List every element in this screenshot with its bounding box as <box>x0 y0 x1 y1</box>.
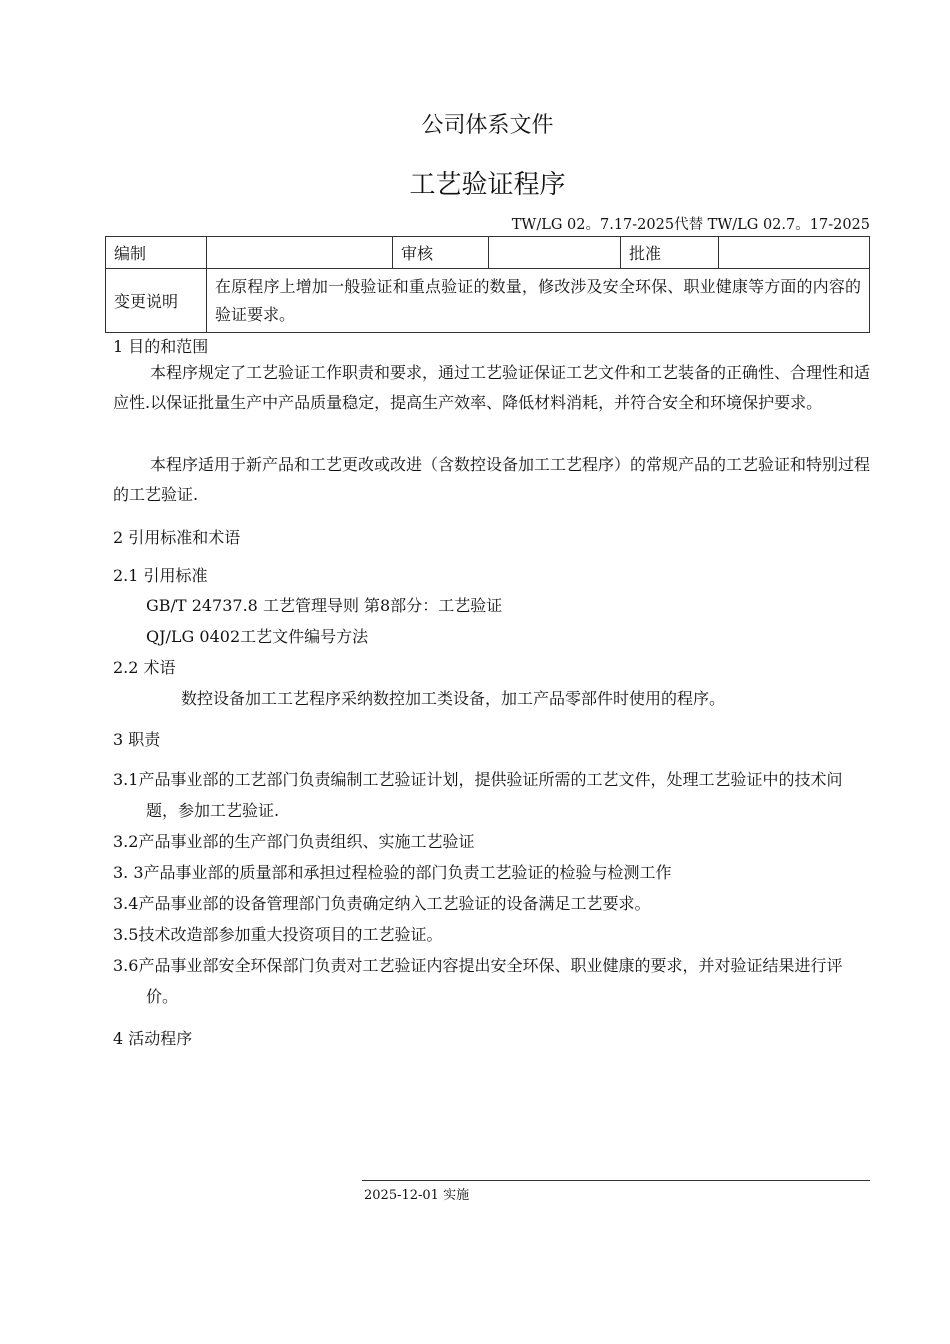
change-label: 变更说明 <box>106 269 207 333</box>
change-description: 在原程序上增加一般验证和重点验证的数量，修改涉及安全环保、职业健康等方面的内容的验证要求。 <box>207 269 870 333</box>
approve-value <box>719 237 870 269</box>
standard-item: GB/T 24737.8 工艺管理导则 第8部分：工艺验证 <box>146 596 503 615</box>
section-4-heading: 4 活动程序 <box>113 1029 193 1048</box>
section-1-heading: 1 目的和范围 <box>113 337 209 356</box>
section-2-1-heading: 2.1 引用标准 <box>113 566 208 585</box>
section-2-2-heading: 2.2 术语 <box>113 658 176 677</box>
section-1-paragraph-2: 本程序适用于新产品和工艺更改或改进（含数控设备加工工艺程序）的常规产品的工艺验证和特别过程的工艺验证. <box>113 455 871 504</box>
section-1-paragraph-1: 本程序规定了工艺验证工作职责和要求，通过工艺验证保证工艺文件和工艺装备的正确性、合理性和适应性.以保证批量生产中产品质量稳定，提高生产效率、降低材料消耗，并符合安全和环境保护要求。 <box>113 363 871 412</box>
section-3-heading: 3 职责 <box>113 730 161 749</box>
compile-label: 编制 <box>106 237 207 269</box>
review-label: 审核 <box>393 237 489 269</box>
duty-item: 3.6产品事业部安全环保部门负责对工艺验证内容提出安全环保、职业健康的要求，并对验证结果进行评价。 <box>113 956 843 1006</box>
company-doc-title: 公司体系文件 <box>421 113 554 138</box>
approval-table <box>105 236 870 333</box>
effective-date: 2025-12-01 实施 <box>364 1188 470 1203</box>
review-value <box>489 237 621 269</box>
standard-item: QJ/LG 0402工艺文件编号方法 <box>146 627 369 646</box>
duty-item: 3.5技术改造部参加重大投资项目的工艺验证。 <box>113 925 443 944</box>
duty-item: 3.1产品事业部的工艺部门负责编制工艺验证计划，提供验证所需的工艺文件，处理工艺验证中的技术问题，参加工艺验证. <box>113 770 843 820</box>
footer-divider <box>362 1180 870 1181</box>
duty-item: 3.4产品事业部的设备管理部门负责确定纳入工艺验证的设备满足工艺要求。 <box>113 894 651 913</box>
duty-item: 3. 3产品事业部的质量部和承担过程检验的部门负责工艺验证的检验与检测工作 <box>113 863 672 882</box>
approve-label: 批准 <box>621 237 719 269</box>
document-code: TW/LG 02。7.17-2025代替 TW/LG 02.7。17-2025 <box>511 217 870 233</box>
section-2-heading: 2 引用标准和术语 <box>113 528 241 547</box>
duty-item: 3.2产品事业部的生产部门负责组织、实施工艺验证 <box>113 832 475 851</box>
compile-value <box>207 237 393 269</box>
term-definition: 数控设备加工工艺程序采纳数控加工类设备，加工产品零部件时使用的程序。 <box>181 689 726 708</box>
document-title: 工艺验证程序 <box>409 170 566 200</box>
